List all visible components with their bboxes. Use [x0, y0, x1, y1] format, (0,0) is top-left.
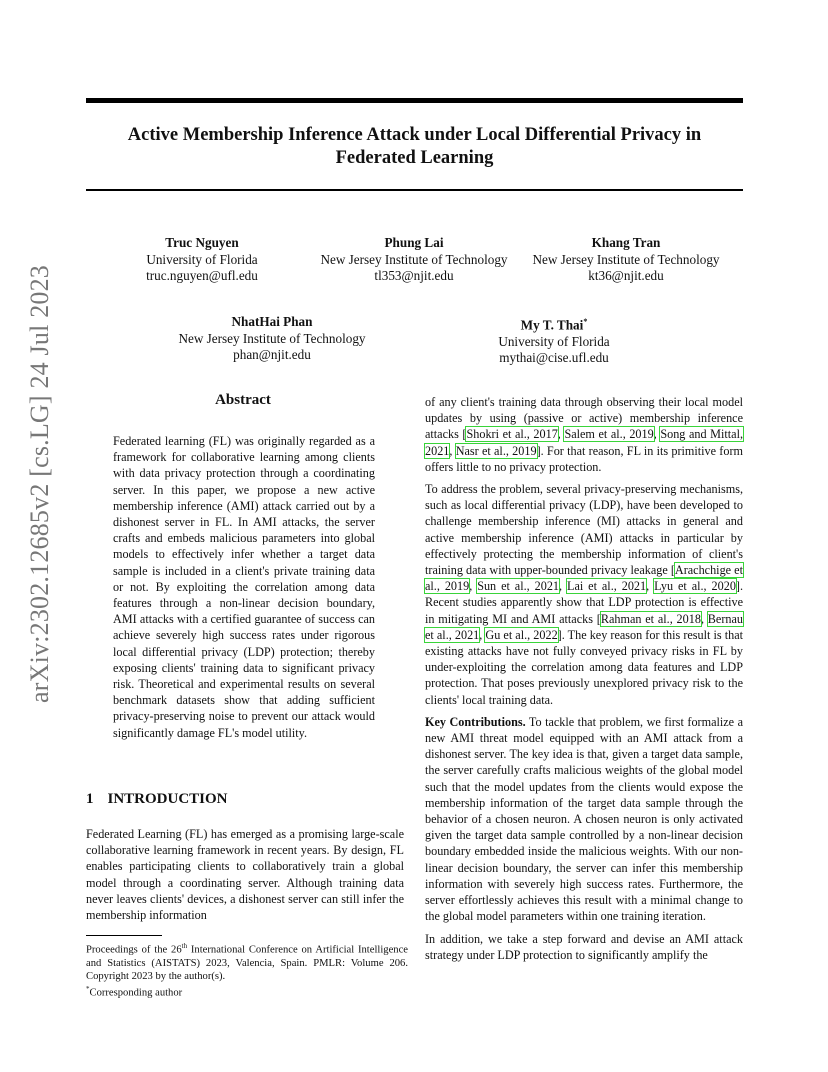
footnote-mark: * [86, 985, 90, 994]
citation-link[interactable]: Rahman et al., 2018 [600, 611, 701, 626]
citation-link[interactable]: Bernau et al., 2021 [425, 611, 743, 642]
author-affiliation: New Jersey Institute of Technology [178, 330, 366, 346]
text-run: , [559, 579, 567, 594]
corresponding-mark: * [583, 317, 588, 326]
text-run: ]. The key reason for this result is that existing attacks have not fully conveyed privacy risks in FL by under-exploiting the correlation among data features and LDP protection. That poses previously unexplored privacy risk to the clients' local training data. [425, 627, 743, 707]
abstract-text: Federated learning (FL) was originally regarded as a framework for collaborative learning among clients with data privacy protection through a coordinating server. In this paper, we propose a new active membership inference (AMI) attack carried out by a dishonest server in FL. In AMI attacks, the server crafts and embeds malicious parameters into global models to effectively infer whether a target data sample is included in a client's private training data or not. By exploiting the correlation among data features through a non-linear decision boundary, AMI attacks with a certified guarantee of success can achieve severely high success rates under rigorous local differential privacy (LDP) protection; thereby exposing clients' training data to significant privacy risk. Theoretical and experimental results on several benchmark datasets show that adding sufficient privacy-preserving noise to prevent our attack would significantly damage FL's model utility. [113, 434, 375, 740]
author-name: Phung Lai [384, 235, 444, 250]
text-run: , [646, 579, 655, 594]
text-run: , [653, 427, 661, 442]
text-run: , [700, 611, 708, 626]
footnote-rule [86, 935, 162, 936]
intro-left-column [86, 826, 404, 923]
author-email: tl353@njit.edu [374, 268, 454, 283]
arxiv-stamp [20, 265, 60, 703]
text-run: , [449, 443, 456, 458]
citation-link[interactable]: Lai et al., 2021 [567, 579, 647, 594]
citation-link[interactable]: Sun et al., 2021 [477, 579, 560, 594]
author-affiliation: New Jersey Institute of Technology [320, 251, 508, 267]
section-heading [86, 791, 228, 808]
text-run: To tackle that problem, we first formalize a new AMI threat model equipped with an AMI attack from a dishonest server. The key idea is that, given a target data sample, the server carefully crafts malicious weights of the global model such that the model updates from the clients would expose the membership information of the target data sample through the behavior of a chosen neuron. A chosen neuron is only activated given the target data sample controlled by a non-linear decision boundary embedded inside the malicious weights. With our non-linear decision boundary, the server can infer this membership information with severely high success rates. Furthermore, the server effortlessly achieves this result with a minimal change to the global model parameters within one training iteration. [425, 714, 743, 924]
text-run: ]. Recent studies apparently show that LDP protection is effective in mitigating MI and AMI attacks [ [425, 579, 744, 626]
intro-paragraph: Federated Learning (FL) has emerged as a promising large-scale collaborative learning framework in recent years. By design, FL enables participating clients to collaboratively train a global model through a coordinating server. Although training data never leaves clients' devices, a dishonest server can still infer the membership information [86, 827, 404, 923]
author-block [314, 235, 514, 285]
text-run: ]. For that reason, FL in its primitive form offers little to no privacy protection. [425, 443, 743, 474]
author-email: kt36@njit.edu [588, 268, 664, 283]
author-name: My T. Thai [520, 317, 584, 333]
author-affiliation: University of Florida [146, 251, 258, 267]
text-run: of any client's training data through observing their local model updates by using (passive or active) membership inference attacks [ [425, 395, 743, 442]
author-email: phan@njit.edu [233, 347, 311, 362]
paragraph-lead: Key Contributions. [425, 714, 526, 729]
right-column [425, 394, 743, 963]
author-block [474, 314, 634, 367]
author-email: mythai@cise.ufl.edu [499, 350, 609, 366]
text-run: , [557, 427, 565, 442]
footnote-superscript: th [181, 942, 188, 950]
text-run: , [479, 627, 486, 642]
footnote [86, 940, 408, 1000]
author-block [142, 235, 262, 285]
author-name-line [474, 314, 634, 334]
text-run: To address the problem, several privacy-preserving mechanisms, such as local differential privacy (LDP), have been developed to challenge membership inference (MI) attacks in general and active membership inference (AMI) attacks in particular by effectively protecting the membership information of client's training data with upper-bounded privacy leakage [ [425, 482, 743, 578]
paper-title: Active Membership Inference Attack under Local Differential Privacy in Federated Learning [127, 125, 702, 168]
citation-link[interactable]: Lyu et al., 2020 [654, 579, 736, 594]
paragraph [425, 714, 743, 925]
author-block [526, 235, 726, 285]
footnote-corresponding [86, 983, 408, 1000]
author-block [172, 314, 372, 364]
footnote-text: International Conference on Artificial Intelligence and Statistics (AISTATS) 2023, Valencia, Spain. PMLR: Volume 206. Copyright 2023 by the author(s). [86, 944, 408, 983]
section-number: 1 [86, 791, 94, 807]
author-name: NhatHai Phan [231, 314, 313, 329]
footnote-proceedings [86, 940, 408, 983]
citation-link[interactable]: Shokri et al., 2017 [466, 427, 558, 442]
paragraph: In addition, we take a step forward and devise an AMI attack strategy under LDP protection to significantly amplify the [425, 931, 743, 962]
section-title: INTRODUCTION [107, 791, 228, 807]
citation-link[interactable]: Arachchige et al., 2019 [425, 563, 743, 594]
citation-link[interactable]: Salem et al., 2019 [564, 427, 654, 442]
abstract-heading: Abstract [215, 392, 271, 408]
arxiv-id: arXiv:2302.12685v2 [cs.LG] 24 Jul 2023 [25, 265, 54, 703]
author-name: Khang Tran [591, 235, 661, 250]
author-email: truc.nguyen@ufl.edu [146, 268, 258, 283]
citation-link[interactable]: Song and Mittal, 2021 [425, 427, 743, 458]
paragraph [425, 394, 743, 475]
citation-link[interactable]: Gu et al., 2022 [485, 627, 558, 642]
footnote-text: Corresponding author [89, 987, 183, 999]
title-rule [86, 189, 743, 191]
paragraph [425, 481, 743, 708]
footnote-text: Proceedings of the 26 [86, 944, 182, 956]
author-affiliation: University of Florida [498, 333, 610, 349]
text-run: , [469, 579, 478, 594]
author-affiliation: New Jersey Institute of Technology [532, 251, 720, 267]
abstract-body [113, 433, 375, 741]
top-rule [86, 98, 743, 103]
author-name: Truc Nguyen [165, 235, 239, 250]
citation-link[interactable]: Nasr et al., 2019 [455, 443, 537, 458]
